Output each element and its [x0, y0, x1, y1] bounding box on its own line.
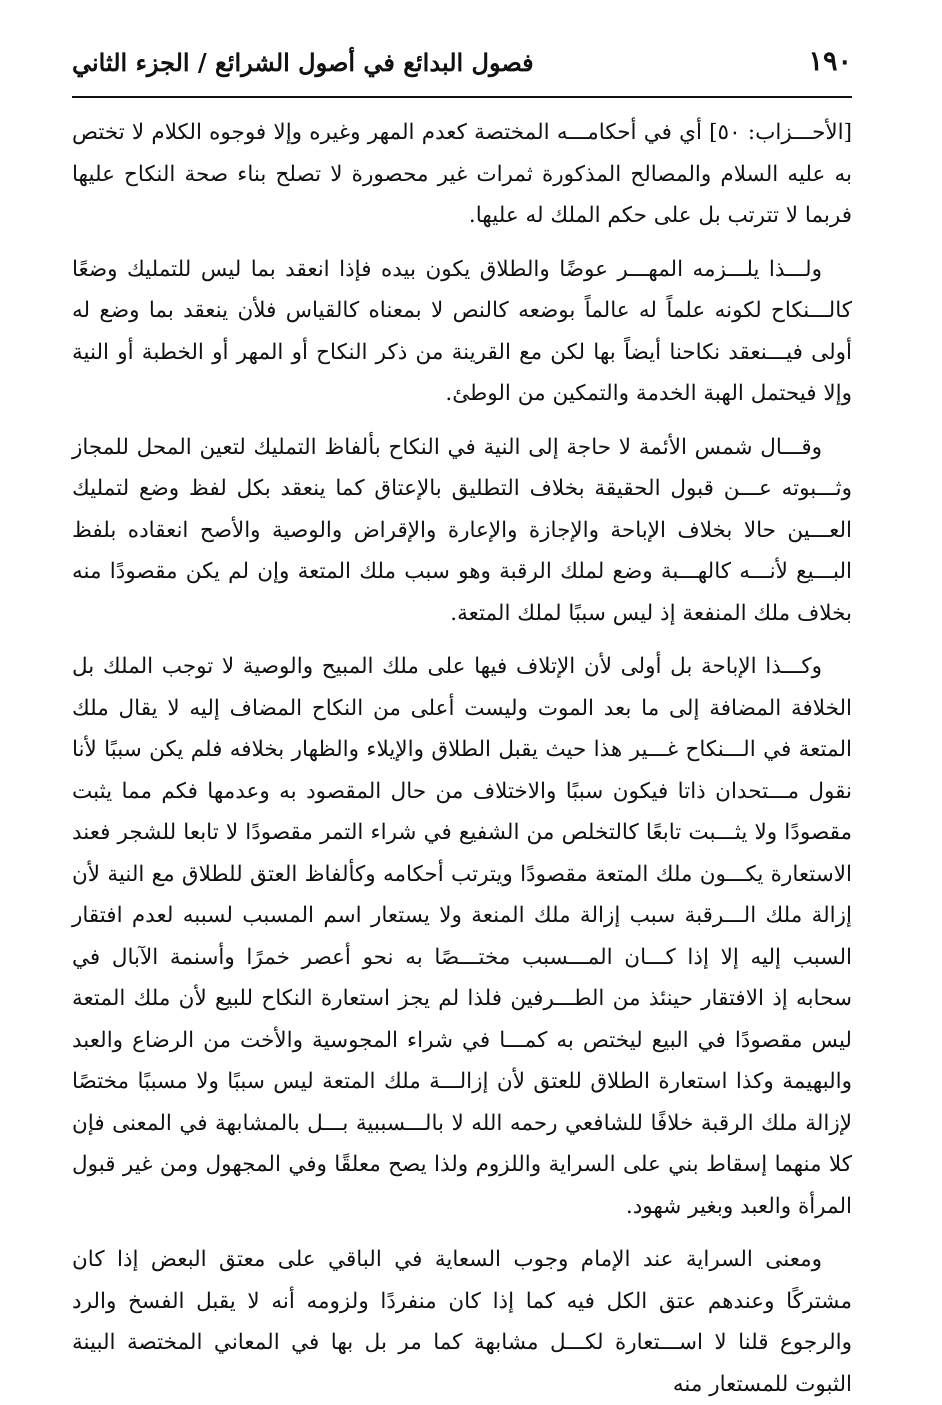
paragraph: [الأحـــزاب: ٥٠] أي في أحكامـــه المختصة كعدم المهر وغيره وإلا فوجوه الكلام لا تختص به عليه السلام والمصالح المذكورة ثمرات غير محصورة لا تصلح بناء صحة النكاح عليها فربما لا تترتب بل على حكم الملك له عليها.: [72, 120, 852, 228]
paragraph: ولـــذا يلـــزمه المهـــر عوضًا والطلاق يكون بيده فإذا انعقد بما ليس للتمليك وضعًا كالـــنكاح لكونه علماً له عالماً بوضعه كالنص لا بمعناه كالقياس فلأن ينعقد بما وضع له أولى فيـــنعقد نكاحنا أيضاً بها لكن مع القرينة من ذكر النكاح أو المهر أو الخطبة أو النية وإلا فيحتمل الهبة الخدمة والتمكين من الوطئ.: [72, 256, 852, 406]
page-body: [72, 112, 852, 1405]
paragraph: وكـــذا الإباحة بل أولى لأن الإتلاف فيها على ملك المبيح والوصية لا توجب الملك بل الخلافة المضافة إلى ما بعد الموت وليست أعلى من النكاح المضاف إليه لا يقال ملك المتعة في الـــنكاح غـــير هذا حيث يقبل الطلاق والإيلاء والظهار بخلافه فلم يكن سببًا لأنا نقول مـــتحدان ذاتا فيكون سببًا والاختلاف من حال المقصود به وعدمها فكم مما يثبت مقصودًا ولا يثـــبت تابعًا كالتخلص من الشفيع في شراء التمر مقصودًا لا تابعا للشجر فعند الاستعارة يكـــون ملك المتعة مقصودًا ويترتب أحكامه وكألفاظ العتق للطلاق مع النية لأن إزالة ملك الـــرقبة سبب إزالة ملك المنعة ولا يستعار اسم المسبب لسببه لعدم افتقار السبب إليه إلا إذا كـــان المـــسبب مختـــصًا به نحو أعصر خمرًا وأسنمة الآبال في سحابه إذ الافتقار حينئذ من الطـــرفين فلذا لم يجز استعارة النكاح للبيع لأن ملك المتعة ليس مقصودًا في البيع ليختص به كمـــا في شراء المجوسية والأخت من الرضاع والعبد والبهيمة وكذا استعارة الطلاق للعتق لأن إزالـــة ملك المتعة ليس سببًا ولا مسببًا مختصًا لإزالة ملك الرقبة خلافًا للشافعي رحمه الله لا بالـــسببية بـــل بالمشابهة في المعنى فإن كلا منهما إسقاط بني على السراية واللزوم ولذا يصح معلقًا وفي المجهول ومن غير قبول المرأة والعبد وبغير شهود.: [72, 654, 852, 1219]
document-page: [72, 40, 852, 1397]
running-header: [72, 40, 852, 98]
paragraph: وقـــال شمس الأئمة لا حاجة إلى النية في النكاح بألفاظ التمليك لتعين المحل للمجاز وثـــبوته عـــن قبول الحقيقة بخلاف التطليق بالإعتاق كما ينعقد بكل لفظ وضع لتمليك العـــين حالا بخلاف الإباحة والإجازة والإعارة والإقراض والوصية والأصح انعقاده بلفظ البـــيع لأنـــه كالهـــبة وضع لملك الرقبة وهو سبب ملك المتعة وإن لم يكن مقصودًا منه بخلاف ملك المنفعة إذ ليس سببًا لملك المتعة.: [72, 434, 852, 626]
paragraph: ومعنى السراية عند الإمام وجوب السعاية في الباقي على معتق البعض إذا كان مشتركًا وعندهم عتق الكل فيه كما إذا كان منفردًا ولزومه أنه لا يقبل الفسخ والرد والرجوع قلنا لا اســـتعارة لكـــل مشابهة كما مر بل بها في المعاني المختصة البينة الثبوت للمستعار منه: [72, 1247, 852, 1397]
page-number: ١٩٠: [808, 46, 852, 77]
book-title: فصول البدائع في أصول الشرائع / الجزء الثاني: [72, 48, 534, 77]
